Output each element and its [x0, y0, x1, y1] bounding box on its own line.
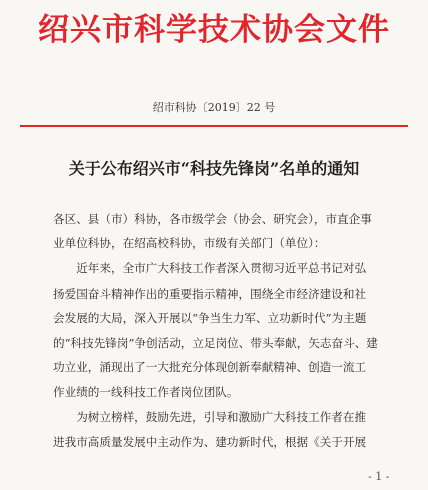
body-line: 进我市高质量发展中主动作为、建功新时代，根据《关于开展 [53, 435, 367, 449]
body-line: 作业绩的一线科技工作者岗位团队。 [53, 385, 239, 399]
document-number: 绍市科协〔2019〕22 号 [152, 101, 276, 114]
body-line: 近年来，全市广大科技工作者深入贯彻习近平总书记对弘 [53, 261, 367, 275]
body-line: 为树立榜样，鼓励先进，引导和激励广大科技工作者在推 [53, 410, 367, 424]
body-line: 各区、县（市）科协，各市级学会（协会、研究会），市直企事 [53, 212, 372, 226]
page-number: - 1 - [368, 470, 390, 483]
org-header-title: 绍兴市科学技术协会文件 [38, 12, 390, 48]
body-line: 会发展的大局，深入开展以“争当生力军、立功新时代”为主题 [53, 311, 367, 325]
body-line: 的“科技先锋岗”争创活动，立足岗位、带头奉献，矢志奋斗、建 [53, 336, 378, 350]
body-line: 功立业，涌现出了一大批充分体现创新奉献精神、创造一流工 [53, 360, 367, 374]
red-divider-line [20, 125, 408, 127]
document-title: 关于公布绍兴市“科技先锋岗”名单的通知 [68, 159, 360, 178]
body-line: 扬爱国奋斗精神作出的重要指示精神，围绕全市经济建设和社 [53, 287, 367, 301]
body-line: 业单位科协，在绍高校科协，市级有关部门（单位）： [53, 236, 326, 250]
